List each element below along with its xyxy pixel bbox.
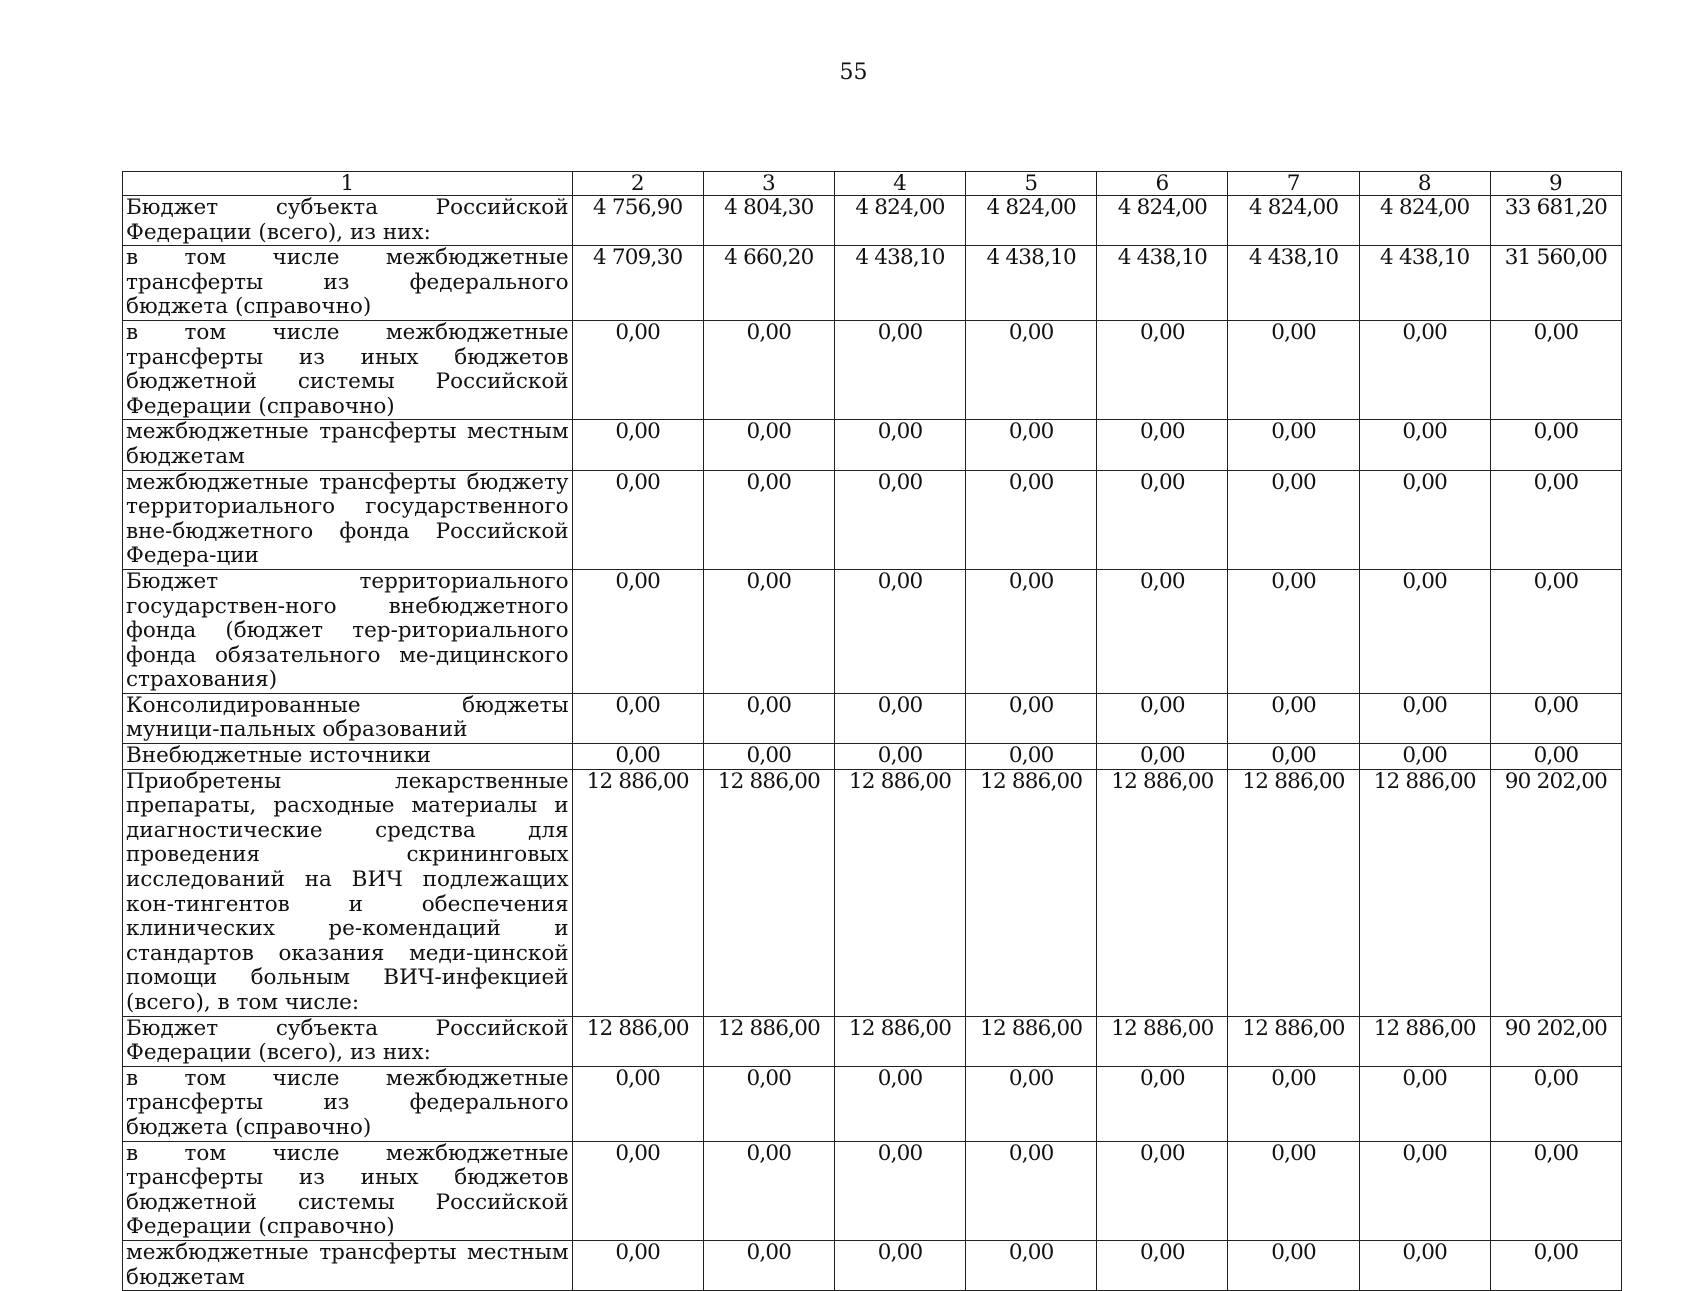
value-cell: 0,00 xyxy=(1490,470,1621,569)
column-header: 5 xyxy=(966,172,1097,196)
value-cell: 0,00 xyxy=(1228,569,1359,693)
value-cell: 4 438,10 xyxy=(1097,246,1228,321)
value-cell: 0,00 xyxy=(834,569,965,693)
table-row xyxy=(123,1141,1622,1240)
row-label: Приобретены лекарственные препараты, расходные материалы и диагностические средства для проведения скрининговых исследований на ВИЧ подлежащих кон-тингентов и обеспечения клинических ре-комендаций и стандартов оказания меди-цинской помощи больным ВИЧ-инфекцией (всего), в том числе: xyxy=(123,769,573,1016)
value-cell: 0,00 xyxy=(703,569,834,693)
row-label: межбюджетные трансферты местным бюджетам xyxy=(123,1240,573,1290)
value-cell: 0,00 xyxy=(572,1066,703,1141)
value-cell: 0,00 xyxy=(572,1141,703,1240)
value-cell: 4 824,00 xyxy=(1097,196,1228,246)
value-cell: 0,00 xyxy=(834,1066,965,1141)
value-cell: 12 886,00 xyxy=(703,769,834,1016)
value-cell: 0,00 xyxy=(1228,470,1359,569)
value-cell: 0,00 xyxy=(1359,693,1490,743)
value-cell: 0,00 xyxy=(1228,320,1359,419)
value-cell: 12 886,00 xyxy=(966,1016,1097,1066)
value-cell: 0,00 xyxy=(572,693,703,743)
value-cell: 4 660,20 xyxy=(703,246,834,321)
column-header: 3 xyxy=(703,172,834,196)
page-number: 55 xyxy=(839,60,868,85)
table-body xyxy=(123,196,1622,1291)
table-row xyxy=(123,196,1622,246)
value-cell: 0,00 xyxy=(1097,1066,1228,1141)
column-header: 6 xyxy=(1097,172,1228,196)
value-cell: 0,00 xyxy=(1359,320,1490,419)
value-cell: 0,00 xyxy=(1228,1066,1359,1141)
value-cell: 12 886,00 xyxy=(572,769,703,1016)
column-header: 2 xyxy=(572,172,703,196)
budget-table xyxy=(122,171,1622,1291)
row-label: Бюджет субъекта Российской Федерации (всего), из них: xyxy=(123,1016,573,1066)
value-cell: 0,00 xyxy=(572,744,703,770)
value-cell: 0,00 xyxy=(1490,320,1621,419)
value-cell: 0,00 xyxy=(572,320,703,419)
column-header: 7 xyxy=(1228,172,1359,196)
value-cell: 0,00 xyxy=(1228,693,1359,743)
value-cell: 0,00 xyxy=(1097,1240,1228,1290)
row-label: Бюджет субъекта Российской Федерации (всего), из них: xyxy=(123,196,573,246)
table-row xyxy=(123,569,1622,693)
value-cell: 12 886,00 xyxy=(1359,769,1490,1016)
value-cell: 0,00 xyxy=(703,744,834,770)
value-cell: 0,00 xyxy=(572,470,703,569)
value-cell: 0,00 xyxy=(966,693,1097,743)
table-row xyxy=(123,470,1622,569)
value-cell: 90 202,00 xyxy=(1490,1016,1621,1066)
header-row xyxy=(123,172,1622,196)
row-label: Консолидированные бюджеты муници-пальных образований xyxy=(123,693,573,743)
value-cell: 0,00 xyxy=(966,420,1097,470)
value-cell: 12 886,00 xyxy=(1228,1016,1359,1066)
value-cell: 0,00 xyxy=(572,420,703,470)
value-cell: 0,00 xyxy=(834,470,965,569)
value-cell: 0,00 xyxy=(1490,420,1621,470)
value-cell: 0,00 xyxy=(1490,1141,1621,1240)
value-cell: 0,00 xyxy=(1490,693,1621,743)
column-header: 4 xyxy=(834,172,965,196)
column-header: 9 xyxy=(1490,172,1621,196)
value-cell: 4 438,10 xyxy=(966,246,1097,321)
value-cell: 0,00 xyxy=(834,693,965,743)
value-cell: 0,00 xyxy=(703,1066,834,1141)
value-cell: 0,00 xyxy=(834,744,965,770)
value-cell: 12 886,00 xyxy=(703,1016,834,1066)
value-cell: 0,00 xyxy=(1359,744,1490,770)
value-cell: 0,00 xyxy=(1228,420,1359,470)
row-label: межбюджетные трансферты местным бюджетам xyxy=(123,420,573,470)
table-row xyxy=(123,1016,1622,1066)
value-cell: 0,00 xyxy=(1359,1141,1490,1240)
row-label: в том числе межбюджетные трансферты из федерального бюджета (справочно) xyxy=(123,1066,573,1141)
value-cell: 0,00 xyxy=(1228,744,1359,770)
value-cell: 0,00 xyxy=(572,569,703,693)
column-header: 1 xyxy=(123,172,573,196)
row-label: в том числе межбюджетные трансферты из федерального бюджета (справочно) xyxy=(123,246,573,321)
value-cell: 0,00 xyxy=(1490,1066,1621,1141)
value-cell: 0,00 xyxy=(834,420,965,470)
value-cell: 4 804,30 xyxy=(703,196,834,246)
value-cell: 4 438,10 xyxy=(834,246,965,321)
value-cell: 4 824,00 xyxy=(1228,196,1359,246)
value-cell: 0,00 xyxy=(1359,470,1490,569)
row-label: в том числе межбюджетные трансферты из иных бюджетов бюджетной системы Российской Федерации (справочно) xyxy=(123,320,573,419)
value-cell: 12 886,00 xyxy=(834,1016,965,1066)
value-cell: 4 824,00 xyxy=(966,196,1097,246)
value-cell: 0,00 xyxy=(966,1240,1097,1290)
value-cell: 4 756,90 xyxy=(572,196,703,246)
value-cell: 0,00 xyxy=(1359,1066,1490,1141)
value-cell: 4 709,30 xyxy=(572,246,703,321)
value-cell: 0,00 xyxy=(703,470,834,569)
row-label: межбюджетные трансферты бюджету территориального государственного вне-бюджетного фонда Российской Федера-ции xyxy=(123,470,573,569)
table-row xyxy=(123,769,1622,1016)
value-cell: 12 886,00 xyxy=(572,1016,703,1066)
value-cell: 0,00 xyxy=(1359,1240,1490,1290)
value-cell: 0,00 xyxy=(572,1240,703,1290)
value-cell: 0,00 xyxy=(966,1066,1097,1141)
value-cell: 0,00 xyxy=(1097,1141,1228,1240)
value-cell: 0,00 xyxy=(703,1240,834,1290)
value-cell: 12 886,00 xyxy=(1097,1016,1228,1066)
value-cell: 0,00 xyxy=(1097,693,1228,743)
value-cell: 4 438,10 xyxy=(1228,246,1359,321)
table-row xyxy=(123,420,1622,470)
value-cell: 0,00 xyxy=(1490,1240,1621,1290)
value-cell: 0,00 xyxy=(1490,569,1621,693)
value-cell: 0,00 xyxy=(703,1141,834,1240)
value-cell: 0,00 xyxy=(1097,420,1228,470)
value-cell: 0,00 xyxy=(703,693,834,743)
value-cell: 0,00 xyxy=(1490,744,1621,770)
table-row xyxy=(123,1066,1622,1141)
value-cell: 0,00 xyxy=(1097,470,1228,569)
table-row xyxy=(123,693,1622,743)
value-cell: 12 886,00 xyxy=(1228,769,1359,1016)
value-cell: 0,00 xyxy=(834,1240,965,1290)
table-row xyxy=(123,320,1622,419)
value-cell: 0,00 xyxy=(703,320,834,419)
table-row xyxy=(123,1240,1622,1290)
value-cell: 0,00 xyxy=(966,470,1097,569)
value-cell: 0,00 xyxy=(966,320,1097,419)
value-cell: 12 886,00 xyxy=(1359,1016,1490,1066)
value-cell: 0,00 xyxy=(1359,569,1490,693)
value-cell: 0,00 xyxy=(1097,744,1228,770)
value-cell: 4 824,00 xyxy=(1359,196,1490,246)
value-cell: 0,00 xyxy=(1359,420,1490,470)
value-cell: 0,00 xyxy=(1097,569,1228,693)
table-row xyxy=(123,246,1622,321)
value-cell: 0,00 xyxy=(834,1141,965,1240)
value-cell: 4 824,00 xyxy=(834,196,965,246)
column-header: 8 xyxy=(1359,172,1490,196)
value-cell: 33 681,20 xyxy=(1490,196,1621,246)
row-label: Бюджет территориального государствен-ного внебюджетного фонда (бюджет тер-риториального фонда обязательного ме-дицинского страхования) xyxy=(123,569,573,693)
value-cell: 0,00 xyxy=(966,569,1097,693)
row-label: в том числе межбюджетные трансферты из иных бюджетов бюджетной системы Российской Федерации (справочно) xyxy=(123,1141,573,1240)
value-cell: 0,00 xyxy=(1228,1141,1359,1240)
value-cell: 31 560,00 xyxy=(1490,246,1621,321)
value-cell: 90 202,00 xyxy=(1490,769,1621,1016)
value-cell: 0,00 xyxy=(703,420,834,470)
value-cell: 4 438,10 xyxy=(1359,246,1490,321)
row-label: Внебюджетные источники xyxy=(123,744,573,770)
value-cell: 12 886,00 xyxy=(966,769,1097,1016)
value-cell: 0,00 xyxy=(966,744,1097,770)
value-cell: 12 886,00 xyxy=(1097,769,1228,1016)
value-cell: 0,00 xyxy=(966,1141,1097,1240)
value-cell: 12 886,00 xyxy=(834,769,965,1016)
value-cell: 0,00 xyxy=(834,320,965,419)
value-cell: 0,00 xyxy=(1228,1240,1359,1290)
table-row xyxy=(123,744,1622,770)
value-cell: 0,00 xyxy=(1097,320,1228,419)
